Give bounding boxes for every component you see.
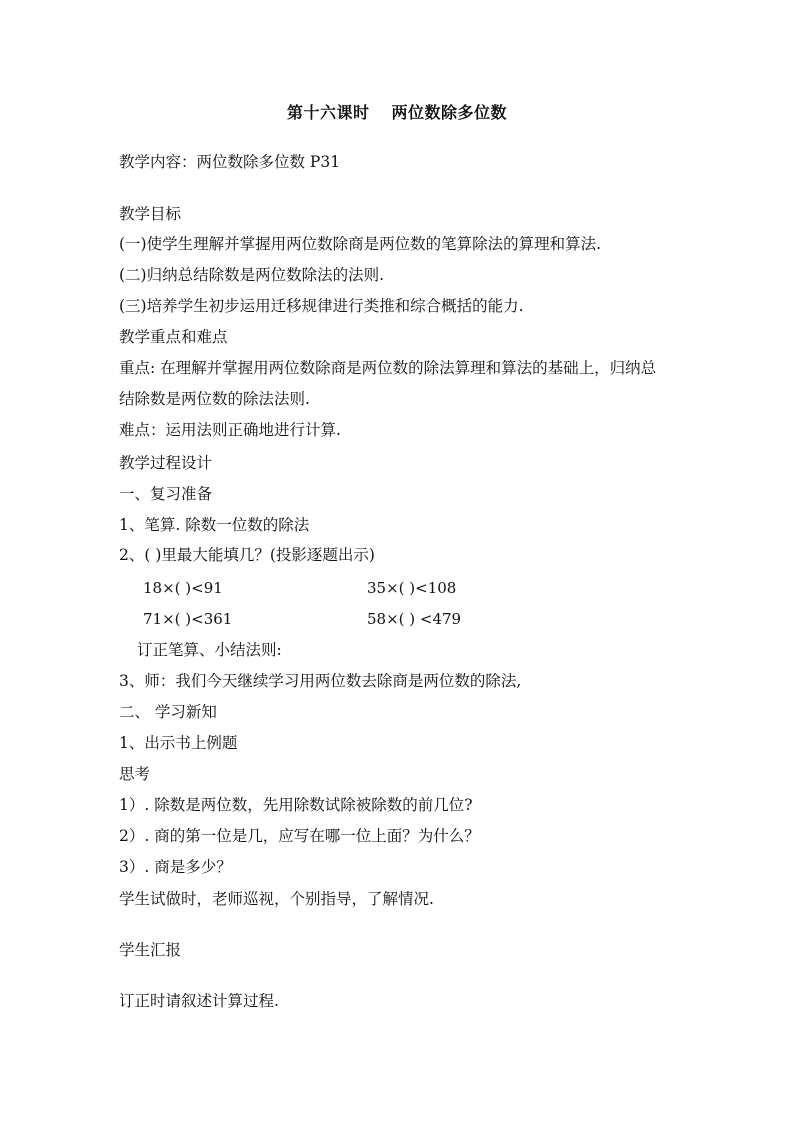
equation-2: 35×( )<108 [367, 579, 457, 597]
review-item-2: 2、( )里最大能填几？(投影逐题出示) [119, 546, 375, 564]
student-report: 学生汇报 [119, 941, 182, 959]
new-lesson-item-1: 1、出示书上例题 [119, 734, 238, 752]
equation-3: 71×( )<361 [143, 610, 233, 628]
equation-1: 18×( )<91 [143, 579, 223, 597]
review-item-3: 3、师：我们今天继续学习用两位数去除商是两位数的除法, [119, 672, 522, 690]
goals-heading: 教学目标 [119, 205, 182, 223]
goal-2: (二)归纳总结除数是两位数除法的法则. [119, 266, 385, 284]
key-point-line-1: 重点: 在理解并掌握用两位数除商是两位数的除法算理和算法的基础上，归纳总 [119, 359, 657, 377]
goal-3: (三)培养学生初步运用迁移规律进行类推和综合概括的能力. [119, 297, 524, 315]
lesson-title-number: 第十六课时 [286, 103, 370, 122]
lesson-title [0, 100, 794, 123]
lesson-title-topic: 两位数除多位数 [391, 103, 508, 122]
question-3: 3）. 商是多少？ [119, 858, 232, 876]
question-2: 2）. 商的第一位是几，应写在哪一位上面？为什么？ [119, 827, 480, 845]
goal-1: (一)使学生理解并掌握用两位数除商是两位数的笔算除法的算理和算法. [119, 235, 602, 253]
process-heading: 教学过程设计 [119, 454, 213, 472]
equation-4: 58×( ) <479 [367, 610, 462, 628]
key-point-line-2: 结除数是两位数的除法法则. [119, 390, 310, 408]
think-heading: 思考 [119, 765, 151, 783]
review-item-1: 1、笔算. 除数一位数的除法 [119, 516, 310, 534]
final-note: 订正时请叙述计算过程. [119, 992, 279, 1010]
practice-note: 学生试做时，老师巡视，个别指导，了解情况. [119, 890, 434, 908]
correction-note: 订正笔算、小结法则: [137, 641, 282, 659]
review-heading: 一、复习准备 [119, 485, 213, 503]
difficulty-point: 难点：运用法则正确地进行计算. [119, 421, 341, 439]
teaching-content: 教学内容：两位数除多位数 P31 [119, 153, 341, 171]
key-points-heading: 教学重点和难点 [119, 328, 228, 346]
question-1: 1）. 除数是两位数，先用除数试除被除数的前几位? [119, 796, 473, 814]
new-lesson-heading: 二、 学习新知 [119, 703, 217, 721]
